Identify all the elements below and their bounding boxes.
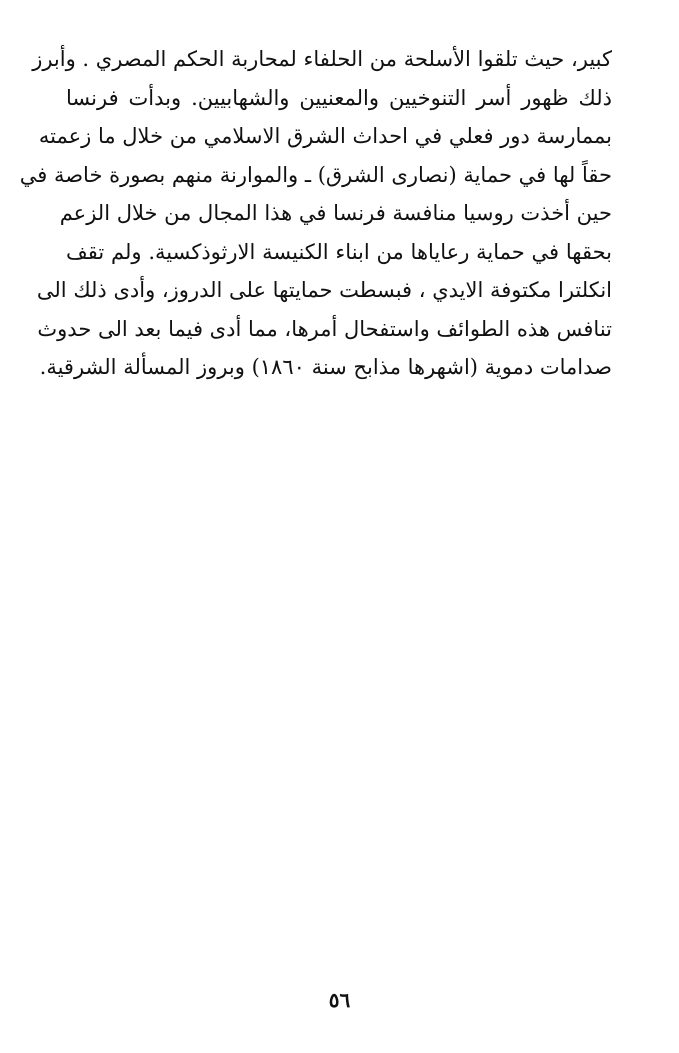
text-line: حقاً لها في حماية (نصارى الشرق) ـ والموارنة منهم بصورة خاصة في bbox=[19, 162, 612, 187]
page-number: ٥٦ bbox=[328, 988, 351, 1012]
text-line: كبير، حيث تلقوا الأسلحة من الحلفاء لمحاربة الحكم المصري . وأبرز bbox=[32, 47, 612, 71]
text-line: بحقها في حماية رعاياها من ابناء الكنيسة الارثوذكسية. ولم تقف bbox=[66, 239, 612, 264]
text-line: حين أخذت روسيا منافسة فرنسا في هذا المجال من خلال الزعم bbox=[59, 201, 612, 225]
body-text bbox=[19, 40, 612, 387]
text-line: تنافس هذه الطوائف واستفحال أمرها، مما أدى فيما بعد الى حدوث bbox=[37, 316, 612, 341]
text-line-last: صدامات دموية (اشهرها مذابح سنة ١٨٦٠) وبروز المسألة الشرقية. bbox=[39, 355, 612, 379]
text-line: بممارسة دور فعلي في احداث الشرق الاسلامي من خلال ما زعمته bbox=[38, 124, 612, 148]
text-line: ذلك ظهور أسر التنوخيين والمعنيين والشهابيين. وبدأت فرنسا bbox=[66, 85, 612, 110]
text-line: انكلترا مكتوفة الايدي ، فبسطت حمايتها على الدروز، وأدى ذلك الى bbox=[36, 278, 612, 302]
